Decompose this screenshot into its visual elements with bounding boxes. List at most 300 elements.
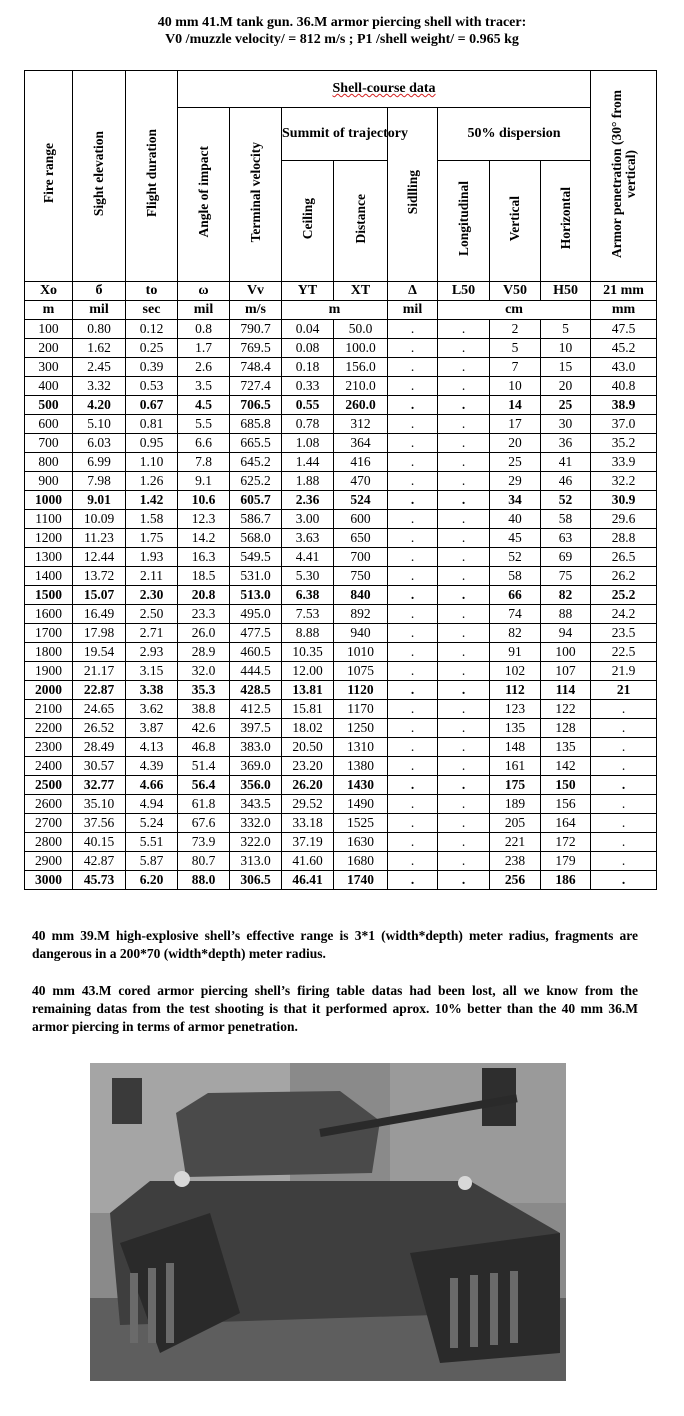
table-cell: 6.20 — [126, 871, 178, 890]
table-cell: 1.44 — [282, 453, 334, 472]
symbol-cell: б — [73, 282, 126, 301]
table-cell: 35.2 — [591, 434, 657, 453]
table-cell: . — [388, 700, 438, 719]
table-cell: . — [591, 814, 657, 833]
table-row — [25, 529, 657, 548]
table-cell: 28.9 — [178, 643, 230, 662]
table-row — [25, 643, 657, 662]
table-row — [25, 852, 657, 871]
table-cell: 412.5 — [230, 700, 282, 719]
table-cell: 100 — [25, 320, 73, 339]
header-fire-range: Fire range — [25, 71, 73, 282]
table-cell: 685.8 — [230, 415, 282, 434]
table-cell: 15.81 — [282, 700, 334, 719]
table-cell: 210.0 — [334, 377, 388, 396]
table-cell: 156.0 — [334, 358, 388, 377]
table-cell: 52 — [541, 491, 591, 510]
header-ceiling: Ceiling — [282, 161, 334, 282]
table-cell: 5.30 — [282, 567, 334, 586]
table-cell: 0.80 — [73, 320, 126, 339]
table-row — [25, 453, 657, 472]
table-cell: 0.04 — [282, 320, 334, 339]
table-cell: 0.53 — [126, 377, 178, 396]
table-cell: 1100 — [25, 510, 73, 529]
table-cell: 238 — [490, 852, 541, 871]
table-row — [25, 719, 657, 738]
table-row — [25, 396, 657, 415]
table-cell: 1740 — [334, 871, 388, 890]
table-cell: . — [438, 548, 490, 567]
table-cell: 2.71 — [126, 624, 178, 643]
table-cell: 46.8 — [178, 738, 230, 757]
table-cell: 2300 — [25, 738, 73, 757]
table-cell: 13.81 — [282, 681, 334, 700]
table-cell: 19.54 — [73, 643, 126, 662]
table-cell: 0.8 — [178, 320, 230, 339]
table-cell: 2.11 — [126, 567, 178, 586]
table-cell: . — [438, 738, 490, 757]
table-cell: 1500 — [25, 586, 73, 605]
table-cell: 25.2 — [591, 586, 657, 605]
table-cell: . — [438, 871, 490, 890]
table-cell: 7.53 — [282, 605, 334, 624]
table-cell: 4.5 — [178, 396, 230, 415]
table-cell: 1600 — [25, 605, 73, 624]
table-cell: 45 — [490, 529, 541, 548]
table-cell: 2100 — [25, 700, 73, 719]
table-cell: . — [388, 472, 438, 491]
table-cell: 260.0 — [334, 396, 388, 415]
table-cell: 2900 — [25, 852, 73, 871]
table-cell: 2800 — [25, 833, 73, 852]
table-cell: 172 — [541, 833, 591, 852]
table-cell: 2.93 — [126, 643, 178, 662]
table-cell: . — [438, 434, 490, 453]
table-cell: . — [388, 491, 438, 510]
table-cell: 300 — [25, 358, 73, 377]
table-cell: 36 — [541, 434, 591, 453]
header-vertical: Vertical — [490, 161, 541, 282]
table-cell: 1400 — [25, 567, 73, 586]
table-cell: 769.5 — [230, 339, 282, 358]
table-cell: 7.8 — [178, 453, 230, 472]
table-cell: 23.5 — [591, 624, 657, 643]
table-cell: 37.0 — [591, 415, 657, 434]
table-cell: 20 — [541, 377, 591, 396]
table-cell: 38.8 — [178, 700, 230, 719]
table-cell: 41.60 — [282, 852, 334, 871]
table-cell: 91 — [490, 643, 541, 662]
table-cell: . — [388, 567, 438, 586]
header-horizontal: Horizontal — [541, 161, 591, 282]
table-cell: . — [388, 757, 438, 776]
table-row — [25, 605, 657, 624]
table-cell: 33.9 — [591, 453, 657, 472]
table-cell: 3000 — [25, 871, 73, 890]
table-cell: 790.7 — [230, 320, 282, 339]
table-row — [25, 700, 657, 719]
table-cell: 800 — [25, 453, 73, 472]
table-cell: 0.33 — [282, 377, 334, 396]
table-cell: 513.0 — [230, 586, 282, 605]
unit-cell: mil — [178, 301, 230, 320]
table-cell: 41 — [541, 453, 591, 472]
table-cell: 186 — [541, 871, 591, 890]
table-cell: 30 — [541, 415, 591, 434]
table-cell: 1525 — [334, 814, 388, 833]
table-cell: 94 — [541, 624, 591, 643]
symbol-cell: Δ — [388, 282, 438, 301]
table-cell: 0.18 — [282, 358, 334, 377]
note-he-shell: 40 mm 39.M high-explosive shell’s effective range is 3*1 (width*depth) meter radius, fragments are dangerous in a 200*70 (width*depth) meter radius. — [32, 928, 638, 961]
table-cell: 26.0 — [178, 624, 230, 643]
symbol-cell: 21 mm — [591, 282, 657, 301]
table-cell: 600 — [25, 415, 73, 434]
table-row — [25, 510, 657, 529]
table-row — [25, 339, 657, 358]
table-cell: 58 — [490, 567, 541, 586]
table-cell: 531.0 — [230, 567, 282, 586]
table-cell: 1310 — [334, 738, 388, 757]
table-cell: 20.8 — [178, 586, 230, 605]
table-cell: 82 — [541, 586, 591, 605]
table-cell: 0.25 — [126, 339, 178, 358]
table-cell: 15 — [541, 358, 591, 377]
table-row — [25, 567, 657, 586]
table-cell: . — [388, 434, 438, 453]
table-cell: . — [388, 871, 438, 890]
table-cell: 7 — [490, 358, 541, 377]
table-cell: 0.78 — [282, 415, 334, 434]
table-cell: 50.0 — [334, 320, 388, 339]
table-cell: 122 — [541, 700, 591, 719]
table-cell: 37.19 — [282, 833, 334, 852]
table-cell: 665.5 — [230, 434, 282, 453]
table-cell: 1.62 — [73, 339, 126, 358]
title-line-1: 40 mm 41.M tank gun. 36.M armor piercing shell with tracer: — [157, 15, 527, 30]
table-cell: 840 — [334, 586, 388, 605]
table-cell: 0.55 — [282, 396, 334, 415]
table-cell: . — [438, 358, 490, 377]
table-cell: 200 — [25, 339, 73, 358]
table-cell: 549.5 — [230, 548, 282, 567]
table-cell: 940 — [334, 624, 388, 643]
unit-cell: m/s — [230, 301, 282, 320]
table-cell: . — [438, 833, 490, 852]
table-cell: . — [388, 681, 438, 700]
table-cell: 0.39 — [126, 358, 178, 377]
table-cell: 161 — [490, 757, 541, 776]
table-cell: 32.2 — [591, 472, 657, 491]
table-cell: . — [388, 833, 438, 852]
table-cell: 4.20 — [73, 396, 126, 415]
table-cell: 332.0 — [230, 814, 282, 833]
table-cell: . — [438, 776, 490, 795]
table-cell: 1.42 — [126, 491, 178, 510]
table-cell: 1430 — [334, 776, 388, 795]
table-cell: 135 — [541, 738, 591, 757]
table-cell: 4.41 — [282, 548, 334, 567]
title-line-2: V0 /muzzle velocity/ = 812 m/s ; P1 /shell weight/ = 0.965 kg — [165, 32, 519, 47]
unit-cell: sec — [126, 301, 178, 320]
unit-cell: mil — [388, 301, 438, 320]
table-cell: 1900 — [25, 662, 73, 681]
table-cell: . — [438, 795, 490, 814]
table-cell: 2.6 — [178, 358, 230, 377]
table-cell: 21 — [591, 681, 657, 700]
page-title — [0, 14, 684, 48]
table-cell: 0.67 — [126, 396, 178, 415]
table-cell: 7.98 — [73, 472, 126, 491]
table-cell: 205 — [490, 814, 541, 833]
table-cell: 25 — [541, 396, 591, 415]
table-cell: 3.87 — [126, 719, 178, 738]
table-cell: . — [388, 396, 438, 415]
table-cell: . — [591, 757, 657, 776]
table-cell: 500 — [25, 396, 73, 415]
table-cell: . — [591, 871, 657, 890]
table-cell: 20.50 — [282, 738, 334, 757]
table-cell: 4.13 — [126, 738, 178, 757]
table-cell: 189 — [490, 795, 541, 814]
table-cell: 175 — [490, 776, 541, 795]
table-cell: 148 — [490, 738, 541, 757]
table-cell: . — [591, 795, 657, 814]
table-cell: 45.73 — [73, 871, 126, 890]
table-cell: 28.8 — [591, 529, 657, 548]
table-row — [25, 548, 657, 567]
header-flight-duration: Flight duration — [126, 71, 178, 282]
table-cell: 66 — [490, 586, 541, 605]
table-cell: 1.58 — [126, 510, 178, 529]
table-cell: 14 — [490, 396, 541, 415]
table-cell: . — [438, 586, 490, 605]
table-cell: 43.0 — [591, 358, 657, 377]
table-cell: 26.5 — [591, 548, 657, 567]
table-cell: 6.99 — [73, 453, 126, 472]
table-row — [25, 434, 657, 453]
table-cell: 460.5 — [230, 643, 282, 662]
table-cell: 495.0 — [230, 605, 282, 624]
table-cell: . — [388, 624, 438, 643]
table-cell: 4.94 — [126, 795, 178, 814]
unit-cell: mil — [73, 301, 126, 320]
header-terminal-velocity: Terminal velocity — [230, 108, 282, 282]
table-cell: 69 — [541, 548, 591, 567]
table-cell: 1120 — [334, 681, 388, 700]
table-cell: 1490 — [334, 795, 388, 814]
table-cell: . — [388, 453, 438, 472]
table-cell: 80.7 — [178, 852, 230, 871]
table-cell: 82 — [490, 624, 541, 643]
table-cell: 35.3 — [178, 681, 230, 700]
table-cell: 2600 — [25, 795, 73, 814]
unit-cell: m — [282, 301, 388, 320]
table-cell: 706.5 — [230, 396, 282, 415]
table-cell: 364 — [334, 434, 388, 453]
table-cell: 6.38 — [282, 586, 334, 605]
table-cell: 1630 — [334, 833, 388, 852]
table-cell: 61.8 — [178, 795, 230, 814]
table-row — [25, 776, 657, 795]
table-cell: 1075 — [334, 662, 388, 681]
table-cell: 46.41 — [282, 871, 334, 890]
symbols-row — [25, 282, 657, 301]
unit-cell: m — [25, 301, 73, 320]
table-row — [25, 662, 657, 681]
table-cell: 47.5 — [591, 320, 657, 339]
table-cell: 21.17 — [73, 662, 126, 681]
table-cell: 0.08 — [282, 339, 334, 358]
table-cell: 1.10 — [126, 453, 178, 472]
table-cell: 21.9 — [591, 662, 657, 681]
table-cell: 1.75 — [126, 529, 178, 548]
symbol-cell: H50 — [541, 282, 591, 301]
table-cell: 221 — [490, 833, 541, 852]
table-cell: 750 — [334, 567, 388, 586]
table-row — [25, 320, 657, 339]
table-cell: . — [591, 738, 657, 757]
table-cell: 30.9 — [591, 491, 657, 510]
table-cell: 3.15 — [126, 662, 178, 681]
table-cell: . — [388, 605, 438, 624]
table-cell: 477.5 — [230, 624, 282, 643]
table-cell: 397.5 — [230, 719, 282, 738]
table-cell: 29 — [490, 472, 541, 491]
table-cell: 1800 — [25, 643, 73, 662]
table-cell: 107 — [541, 662, 591, 681]
table-cell: 13.72 — [73, 567, 126, 586]
table-cell: . — [438, 624, 490, 643]
table-cell: . — [591, 719, 657, 738]
table-cell: 22.5 — [591, 643, 657, 662]
table-cell: . — [388, 643, 438, 662]
table-cell: 42.87 — [73, 852, 126, 871]
table-cell: 12.3 — [178, 510, 230, 529]
table-cell: 343.5 — [230, 795, 282, 814]
table-cell: 8.88 — [282, 624, 334, 643]
table-cell: 35.10 — [73, 795, 126, 814]
symbol-cell: Vv — [230, 282, 282, 301]
table-cell: 3.32 — [73, 377, 126, 396]
table-cell: . — [388, 377, 438, 396]
tank-photo — [90, 1063, 566, 1381]
table-cell: 12.44 — [73, 548, 126, 567]
table-cell: 51.4 — [178, 757, 230, 776]
table-cell: 2 — [490, 320, 541, 339]
table-cell: 74 — [490, 605, 541, 624]
table-row — [25, 757, 657, 776]
table-cell: 56.4 — [178, 776, 230, 795]
table-cell: 10.35 — [282, 643, 334, 662]
table-cell: 2.45 — [73, 358, 126, 377]
table-cell: 10.09 — [73, 510, 126, 529]
table-cell: . — [438, 567, 490, 586]
table-cell: . — [438, 377, 490, 396]
table-cell: 5.51 — [126, 833, 178, 852]
symbol-cell: to — [126, 282, 178, 301]
table-cell: 5.10 — [73, 415, 126, 434]
table-cell: . — [438, 681, 490, 700]
table-cell: 2000 — [25, 681, 73, 700]
table-cell: 23.20 — [282, 757, 334, 776]
table-cell: 40 — [490, 510, 541, 529]
symbol-cell: ω — [178, 282, 230, 301]
table-cell: 1.93 — [126, 548, 178, 567]
table-cell: 1300 — [25, 548, 73, 567]
symbol-cell: YT — [282, 282, 334, 301]
symbol-cell: Xo — [25, 282, 73, 301]
table-cell: 32.77 — [73, 776, 126, 795]
table-cell: 10.6 — [178, 491, 230, 510]
table-cell: 33.18 — [282, 814, 334, 833]
table-cell: 11.23 — [73, 529, 126, 548]
table-cell: . — [438, 396, 490, 415]
table-cell: 3.62 — [126, 700, 178, 719]
table-cell: 1.7 — [178, 339, 230, 358]
table-cell: 5.5 — [178, 415, 230, 434]
table-cell: 1200 — [25, 529, 73, 548]
table-cell: 4.66 — [126, 776, 178, 795]
table-cell: 470 — [334, 472, 388, 491]
table-cell: . — [438, 814, 490, 833]
table-cell: 38.9 — [591, 396, 657, 415]
table-row — [25, 586, 657, 605]
table-row — [25, 833, 657, 852]
table-cell: 650 — [334, 529, 388, 548]
table-cell: 3.63 — [282, 529, 334, 548]
table-cell: . — [438, 643, 490, 662]
table-cell: 2400 — [25, 757, 73, 776]
tank-photo-illustration — [90, 1063, 566, 1381]
table-cell: . — [438, 700, 490, 719]
table-cell: 3.00 — [282, 510, 334, 529]
table-cell: 88 — [541, 605, 591, 624]
table-cell: . — [388, 358, 438, 377]
table-cell: 625.2 — [230, 472, 282, 491]
table-cell: 112 — [490, 681, 541, 700]
table-cell: 150 — [541, 776, 591, 795]
table-cell: 700 — [25, 434, 73, 453]
table-cell: 18.02 — [282, 719, 334, 738]
table-cell: 156 — [541, 795, 591, 814]
table-cell: . — [388, 415, 438, 434]
table-cell: 1.26 — [126, 472, 178, 491]
table-cell: 10 — [490, 377, 541, 396]
table-cell: . — [438, 339, 490, 358]
table-row — [25, 795, 657, 814]
table-cell: 25 — [490, 453, 541, 472]
header-summit: Summit of trajectory — [282, 108, 388, 161]
table-cell: 4.39 — [126, 757, 178, 776]
table-row — [25, 491, 657, 510]
table-cell: 102 — [490, 662, 541, 681]
table-cell: 727.4 — [230, 377, 282, 396]
table-cell: 5 — [541, 320, 591, 339]
table-cell: 45.2 — [591, 339, 657, 358]
table-row — [25, 681, 657, 700]
table-cell: . — [388, 548, 438, 567]
table-cell: . — [438, 529, 490, 548]
table-cell: . — [438, 415, 490, 434]
table-cell: 22.87 — [73, 681, 126, 700]
table-cell: 428.5 — [230, 681, 282, 700]
table-cell: 586.7 — [230, 510, 282, 529]
table-cell: 9.01 — [73, 491, 126, 510]
header-shell-course: Shell-course data — [178, 71, 591, 108]
table-cell: 73.9 — [178, 833, 230, 852]
table-cell: 123 — [490, 700, 541, 719]
